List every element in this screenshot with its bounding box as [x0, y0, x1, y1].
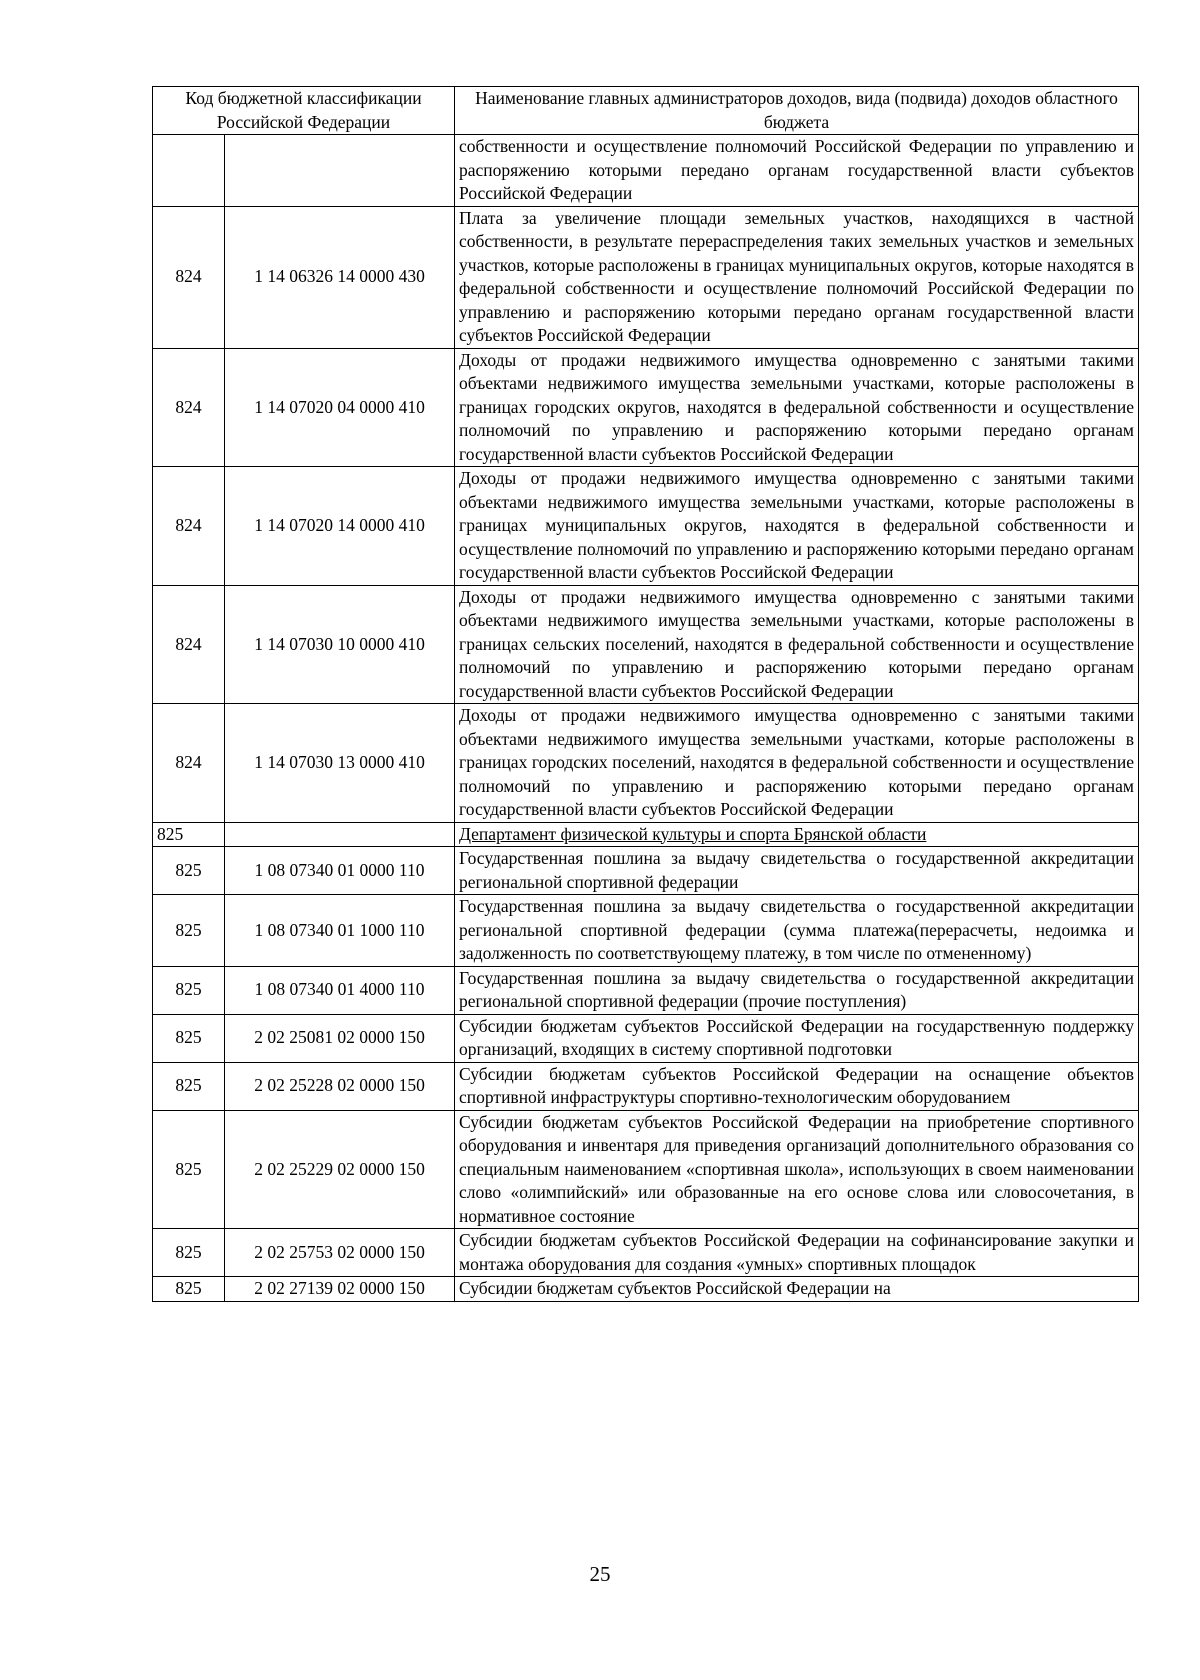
continued-name-cell: собственности и осуществление полномочий Российской Федерации по управлению и распоряжению которыми передано органам государственной власти субъектов Российской Федерации — [455, 135, 1139, 207]
budget-code-cell: 1 14 07020 14 0000 410 — [225, 467, 455, 586]
revenue-name-cell: Субсидии бюджетам субъектов Российской Федерации на — [455, 1277, 1139, 1302]
revenue-name-cell: Государственная пошлина за выдачу свидетельства о государственной аккредитации региональной спортивной федерации (прочие поступления) — [455, 966, 1139, 1014]
budget-code-cell: 1 14 07030 13 0000 410 — [225, 704, 455, 823]
admin-code-cell: 825 — [153, 1229, 225, 1277]
admin-code-cell: 825 — [153, 895, 225, 967]
budget-code-cell: 1 08 07340 01 4000 110 — [225, 966, 455, 1014]
budget-code-cell: 1 08 07340 01 1000 110 — [225, 895, 455, 967]
table-header-row — [153, 87, 1139, 135]
budget-code-cell: 2 02 25753 02 0000 150 — [225, 1229, 455, 1277]
revenue-name-cell: Субсидии бюджетам субъектов Российской Федерации на государственную поддержку организаций, входящих в систему спортивной подготовки — [455, 1014, 1139, 1062]
admin-code-cell: 825 — [153, 1277, 225, 1302]
continued-code-cell — [225, 135, 455, 207]
admin-code-cell: 825 — [153, 847, 225, 895]
admin-code-cell: 824 — [153, 348, 225, 467]
page-number: 25 — [589, 1562, 611, 1586]
admin-code-cell: 825 — [153, 1110, 225, 1229]
revenue-name-cell: Государственная пошлина за выдачу свидетельства о государственной аккредитации региональной спортивной федерации (сумма платежа(перерасчеты, недоимка и задолженность по соответствующему платежу, в том числе по отмененному) — [455, 895, 1139, 967]
admin-code-cell: 824 — [153, 206, 225, 348]
revenue-name-cell: Доходы от продажи недвижимого имущества одновременно с занятыми такими объектами недвижимого имущества земельными участками, которые расположены в границах городских округов, находятся в федеральной собственности и осуществление полномочий по управлению и распоряжению которыми передано органам государственной власти субъектов Российской Федерации — [455, 348, 1139, 467]
budget-code-cell: 1 14 07030 10 0000 410 — [225, 585, 455, 704]
admin-code-cell: 825 — [153, 1062, 225, 1110]
revenue-name-cell: Субсидии бюджетам субъектов Российской Федерации на софинансирование закупки и монтажа оборудования для создания «умных» спортивных площадок — [455, 1229, 1139, 1277]
header-name-column: Наименование главных администраторов доходов, вида (подвида) доходов областного бюджета — [455, 87, 1139, 135]
budget-code-cell: 2 02 25229 02 0000 150 — [225, 1110, 455, 1229]
table-row — [153, 1277, 1139, 1302]
header-code-column: Код бюджетной классификации Российской Федерации — [153, 87, 455, 135]
admin-code-cell: 824 — [153, 585, 225, 704]
table-row — [153, 895, 1139, 967]
table-row — [153, 1110, 1139, 1229]
table-row — [153, 348, 1139, 467]
admin-code-cell: 825 — [153, 1014, 225, 1062]
revenue-name-cell: Доходы от продажи недвижимого имущества одновременно с занятыми такими объектами недвижимого имущества земельными участками, которые расположены в границах муниципальных округов, находятся в федеральной собственности и осуществление полномочий по управлению и распоряжению которыми передано органам государственной власти субъектов Российской Федерации — [455, 467, 1139, 586]
continued-admin-cell — [153, 135, 225, 207]
admin-code-cell: 825 — [153, 966, 225, 1014]
table-row — [153, 704, 1139, 823]
table-row — [153, 467, 1139, 586]
budget-code-cell: 2 02 25228 02 0000 150 — [225, 1062, 455, 1110]
budget-code-cell: 1 14 06326 14 0000 430 — [225, 206, 455, 348]
department-name: Департамент физической культуры и спорта Брянской области — [455, 822, 1139, 847]
table-row — [153, 585, 1139, 704]
budget-code-cell: 2 02 25081 02 0000 150 — [225, 1014, 455, 1062]
revenue-name-cell: Доходы от продажи недвижимого имущества одновременно с занятыми такими объектами недвижимого имущества земельными участками, которые расположены в границах городских поселений, находятся в федеральной собственности и осуществление полномочий по управлению и распоряжению которыми передано органам государственной власти субъектов Российской Федерации — [455, 704, 1139, 823]
table-row — [153, 1014, 1139, 1062]
revenue-classification-table — [152, 86, 1139, 1302]
table-row — [153, 966, 1139, 1014]
department-admin-code: 825 — [153, 822, 225, 847]
revenue-name-cell: Доходы от продажи недвижимого имущества одновременно с занятыми такими объектами недвижимого имущества земельными участками, которые расположены в границах сельских поселений, находятся в федеральной собственности и осуществление полномочий по управлению и распоряжению которыми передано органам государственной власти субъектов Российской Федерации — [455, 585, 1139, 704]
continued-row — [153, 135, 1139, 207]
admin-code-cell: 824 — [153, 467, 225, 586]
revenue-name-cell: Субсидии бюджетам субъектов Российской Федерации на приобретение спортивного оборудования и инвентаря для приведения организаций дополнительного образования со специальным наименованием «спортивная школа», использующих в своем наименовании слово «олимпийский» или образованные на его основе слова или словосочетания, в нормативное состояние — [455, 1110, 1139, 1229]
revenue-name-cell: Субсидии бюджетам субъектов Российской Федерации на оснащение объектов спортивной инфраструктуры спортивно-технологическим оборудованием — [455, 1062, 1139, 1110]
table-row — [153, 1062, 1139, 1110]
table-row — [153, 847, 1139, 895]
department-row — [153, 822, 1139, 847]
revenue-name-cell: Государственная пошлина за выдачу свидетельства о государственной аккредитации региональной спортивной федерации — [455, 847, 1139, 895]
table-row — [153, 1229, 1139, 1277]
revenue-name-cell: Плата за увеличение площади земельных участков, находящихся в частной собственности, в результате перераспределения таких земельных участков и земельных участков, которые расположены в границах муниципальных округов, которые находятся в федеральной собственности и осуществление полномочий Российской Федерации по управлению и распоряжению которыми передано органам государственной власти субъектов Российской Федерации — [455, 206, 1139, 348]
admin-code-cell: 824 — [153, 704, 225, 823]
table-row — [153, 206, 1139, 348]
budget-code-cell: 2 02 27139 02 0000 150 — [225, 1277, 455, 1302]
budget-code-cell: 1 14 07020 04 0000 410 — [225, 348, 455, 467]
budget-code-cell: 1 08 07340 01 0000 110 — [225, 847, 455, 895]
department-code-cell — [225, 822, 455, 847]
